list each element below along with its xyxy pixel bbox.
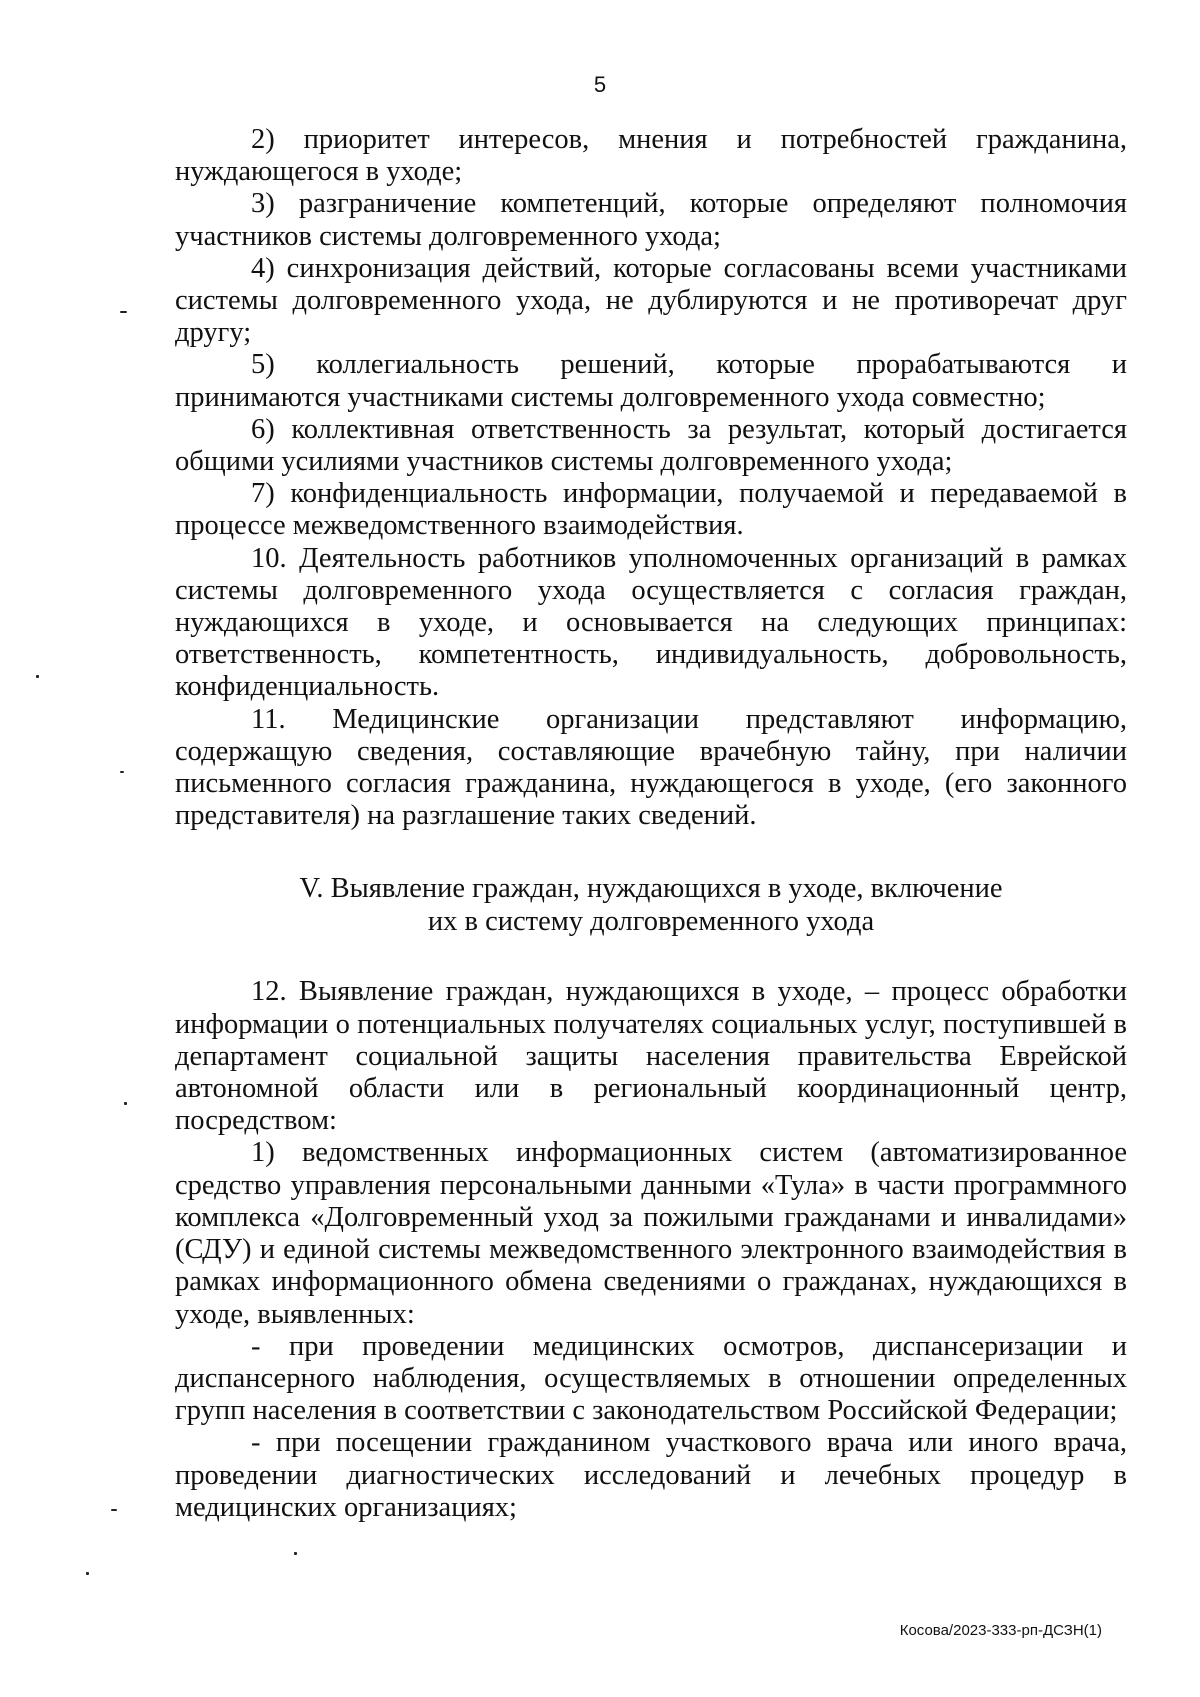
document-code: Косова/2023-333-рп-ДСЗН(1) — [899, 1622, 1102, 1639]
subitem-1: 1) ведомственных информационных систем (автоматизированное средство управления персональными данными «Тула» в части программного комплекса «Долговременный уход за пожилыми гражданами и инвалидами» (СДУ) и единой системы межведомственного электронного взаимодействия в рамках информационного обмена сведениями о гражданах, нуждающихся в уходе, выявленных: — [175, 1137, 1127, 1330]
document-body — [175, 124, 1127, 1524]
list-item-5: 5) коллегиальность решений, которые прорабатываются и принимаются участниками системы долговременного ухода совместно; — [175, 349, 1127, 413]
clause-10: 10. Деятельность работников уполномоченных организаций в рамках системы долговременного ухода осуществляется с согласия граждан, нуждающихся в уходе, и основывается на следующих принципах: ответственность, компетентность, индивидуальность, добровольность, конфиденциальность. — [175, 542, 1127, 703]
scan-speck — [111, 1509, 117, 1511]
scan-speck — [86, 1572, 89, 1575]
scan-speck — [294, 1552, 297, 1555]
scan-speck — [120, 311, 127, 313]
dash-item-1: - при проведении медицинских осмотров, диспансеризации и диспансерного наблюдения, осуществляемых в отношении определенных групп населения в соответствии с законодательством Российской Федерации; — [175, 1330, 1127, 1427]
list-item-3: 3) разграничение компетенций, которые определяют полномочия участников системы долговременного ухода; — [175, 188, 1127, 252]
dash-item-2: - при посещении гражданином участкового врача или иного врача, проведении диагностических исследований и лечебных процедур в медицинских организациях; — [175, 1427, 1127, 1523]
scan-speck — [36, 675, 39, 678]
list-item-4: 4) синхронизация действий, которые согласованы всеми участниками системы долговременного ухода, не дублируются и не противоречат друг другу; — [175, 252, 1127, 349]
page-number: 5 — [593, 72, 607, 97]
clause-12: 12. Выявление граждан, нуждающихся в уходе, – процесс обработки информации о потенциальных получателях социальных услуг, поступившей в департамент социальной защиты населения правительства Еврейской автономной области или в региональный координационный центр, посредством: — [175, 976, 1127, 1137]
section-heading-line-2: их в систему долговременного ухода — [427, 906, 875, 938]
section-heading-line-1: V. Выявление граждан, нуждающихся в уходе, включение — [299, 873, 1003, 905]
section-heading — [175, 872, 1127, 938]
scan-speck — [124, 1102, 127, 1105]
scan-speck — [120, 771, 124, 773]
list-item-2: 2) приоритет интересов, мнения и потребностей гражданина, нуждающегося в уходе; — [175, 124, 1127, 188]
list-item-6: 6) коллективная ответственность за результат, который достигается общими усилиями участников системы долговременного ухода; — [175, 413, 1127, 478]
clause-11: 11. Медицинские организации представляют информацию, содержащую сведения, составляющие врачебную тайну, при наличии письменного согласия гражданина, нуждающегося в уходе, (его законного представителя) на разглашение таких сведений. — [175, 703, 1127, 832]
list-item-7: 7) конфиденциальность информации, получаемой и передаваемой в процессе межведомственного взаимодействия. — [175, 478, 1127, 542]
